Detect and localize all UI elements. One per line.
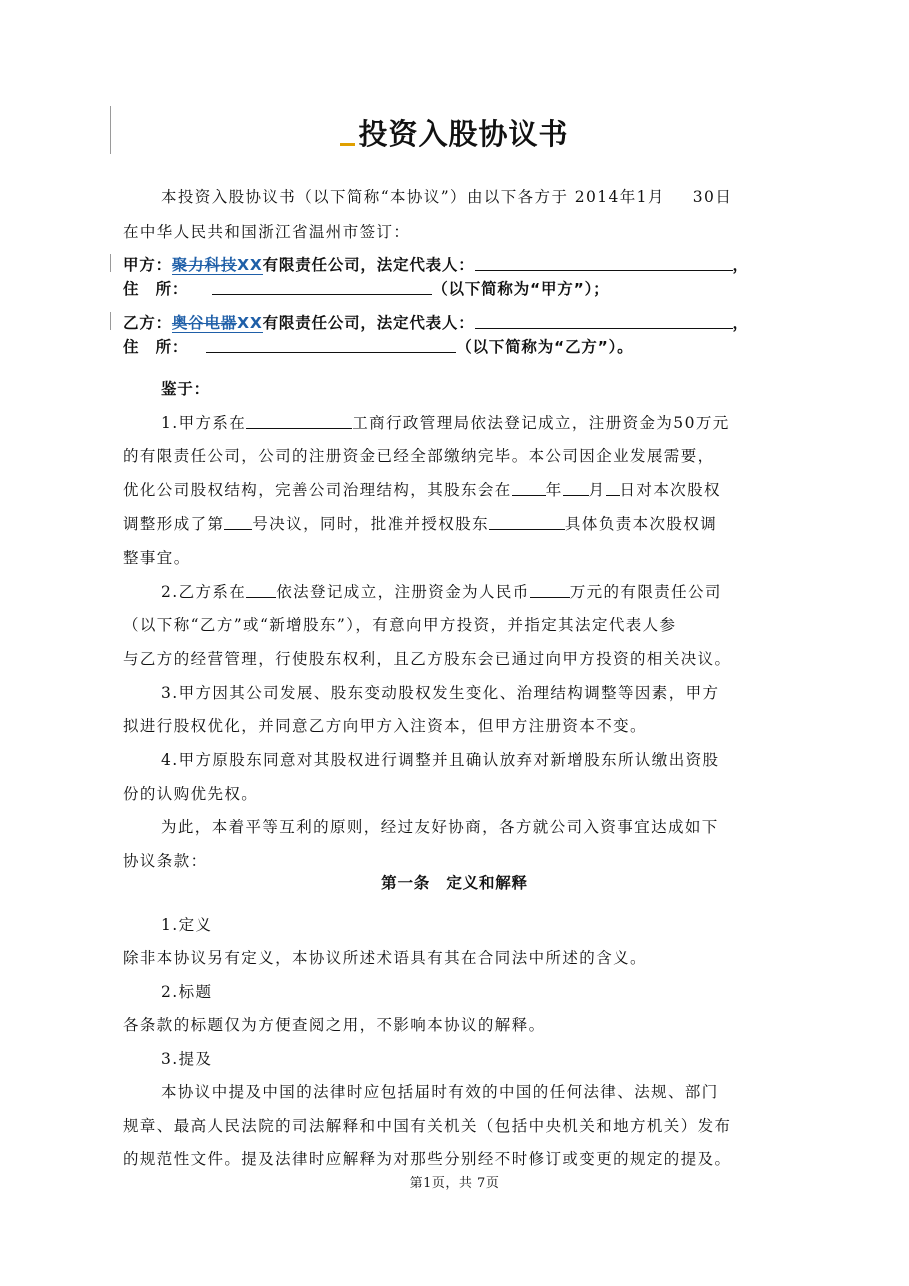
address-blank xyxy=(212,280,432,295)
party-a-name-inserted: XX xyxy=(237,256,263,274)
insertion-mark xyxy=(340,143,355,146)
article-1-s3-line-3: 的规范性文件。提及法律时应解释为对那些分别经不时修订或变更的规定的提及。 xyxy=(123,1150,732,1168)
legal-rep-blank xyxy=(475,256,733,271)
party-a-address-line: 住 所： （以下简称为“甲方”）； xyxy=(123,280,610,298)
article-1-s1-text: 除非本协议另有定义，本协议所述术语具有其在合同法中所述的含义。 xyxy=(123,949,647,967)
clause-1-line-3: 优化公司股权结构，完善公司治理结构，其股东会在 年 月 日对本次股权 xyxy=(123,481,721,499)
therefore-line-2: 协议条款： xyxy=(123,852,208,870)
whereas-heading: 鉴于： xyxy=(161,380,210,398)
party-b-line: 乙方：奥谷电器XX有限责任公司，法定代表人： ， xyxy=(123,314,749,332)
party-a-line: 甲方：聚力科技XX有限责任公司，法定代表人： ， xyxy=(123,256,749,274)
party-b-address-line: 住 所： （以下简称为“乙方”）。 xyxy=(123,338,634,356)
clause-4-line-2: 份的认购优先权。 xyxy=(123,785,259,803)
title-row xyxy=(0,112,909,153)
clause-3-line-1: 3.甲方因其公司发展、股东变动股权发生变化、治理结构调整等因素，甲方 xyxy=(161,684,720,702)
article-1-heading: 第一条 定义和解释 xyxy=(381,874,528,892)
clause-1-line-2: 的有限责任公司，公司的注册资金已经全部缴纳完毕。本公司因企业发展需要， xyxy=(123,447,715,465)
article-1-s1: 1.定义 xyxy=(161,916,213,934)
page-title: 投资入股协议书 xyxy=(358,117,569,151)
clause-3-line-2: 拟进行股权优化，并同意乙方向甲方入注资本，但甲方注册资本不变。 xyxy=(123,717,647,735)
article-1-s3-line-2: 规章、最高人民法院的司法解释和中国有关机关（包括中央机关和地方机关）发布 xyxy=(123,1117,732,1135)
clause-2-line-1: 2.乙方系在 依法登记成立，注册资金为人民币 万元的有限责任公司 xyxy=(161,583,722,601)
address-blank xyxy=(206,338,456,353)
clause-1-line-4: 调整形成了第 号决议，同时，批准并授权股东 具体负责本次股权调 xyxy=(123,515,718,533)
party-a-name-deleted: 聚力科技 xyxy=(171,256,238,274)
article-1-s2: 2.标题 xyxy=(161,983,213,1001)
clause-2-line-2: （以下称“乙方”或“新增股东”），有意向甲方投资，并指定其法定代表人参 xyxy=(123,616,677,634)
revision-bar xyxy=(110,312,111,330)
party-b-name-deleted: 奥谷电器 xyxy=(171,314,238,332)
party-b-name-inserted: XX xyxy=(237,314,263,332)
article-1-s3-line-1: 本协议中提及中国的法律时应包括届时有效的中国的任何法律、法规、部门 xyxy=(161,1083,719,1101)
article-1-s3: 3.提及 xyxy=(161,1050,213,1068)
intro-line-2: 在中华人民共和国浙江省温州市签订： xyxy=(123,223,411,241)
therefore-line-1: 为此，本着平等互利的原则，经过友好协商，各方就公司入资事宜达成如下 xyxy=(161,818,719,836)
clause-2-line-3: 与乙方的经营管理，行使股东权利，且乙方股东会已通过向甲方投资的相关决议。 xyxy=(123,650,732,668)
article-1-s2-text: 各条款的标题仅为方便查阅之用，不影响本协议的解释。 xyxy=(123,1016,546,1034)
legal-rep-blank xyxy=(475,314,733,329)
clause-1-line-5: 整事宜。 xyxy=(123,549,191,567)
intro-line-1: 本投资入股协议书（以下简称“本协议”）由以下各方于 2014年1月 30日 xyxy=(161,188,733,206)
revision-bar xyxy=(110,254,111,272)
clause-4-line-1: 4.甲方原股东同意对其股权进行调整并且确认放弃对新增股东所认缴出资股 xyxy=(161,751,720,769)
page-footer: 第1页，共 7页 xyxy=(409,1176,500,1191)
clause-1-line-1: 1.甲方系在 工商行政管理局依法登记成立，注册资金为50万元 xyxy=(161,414,730,432)
